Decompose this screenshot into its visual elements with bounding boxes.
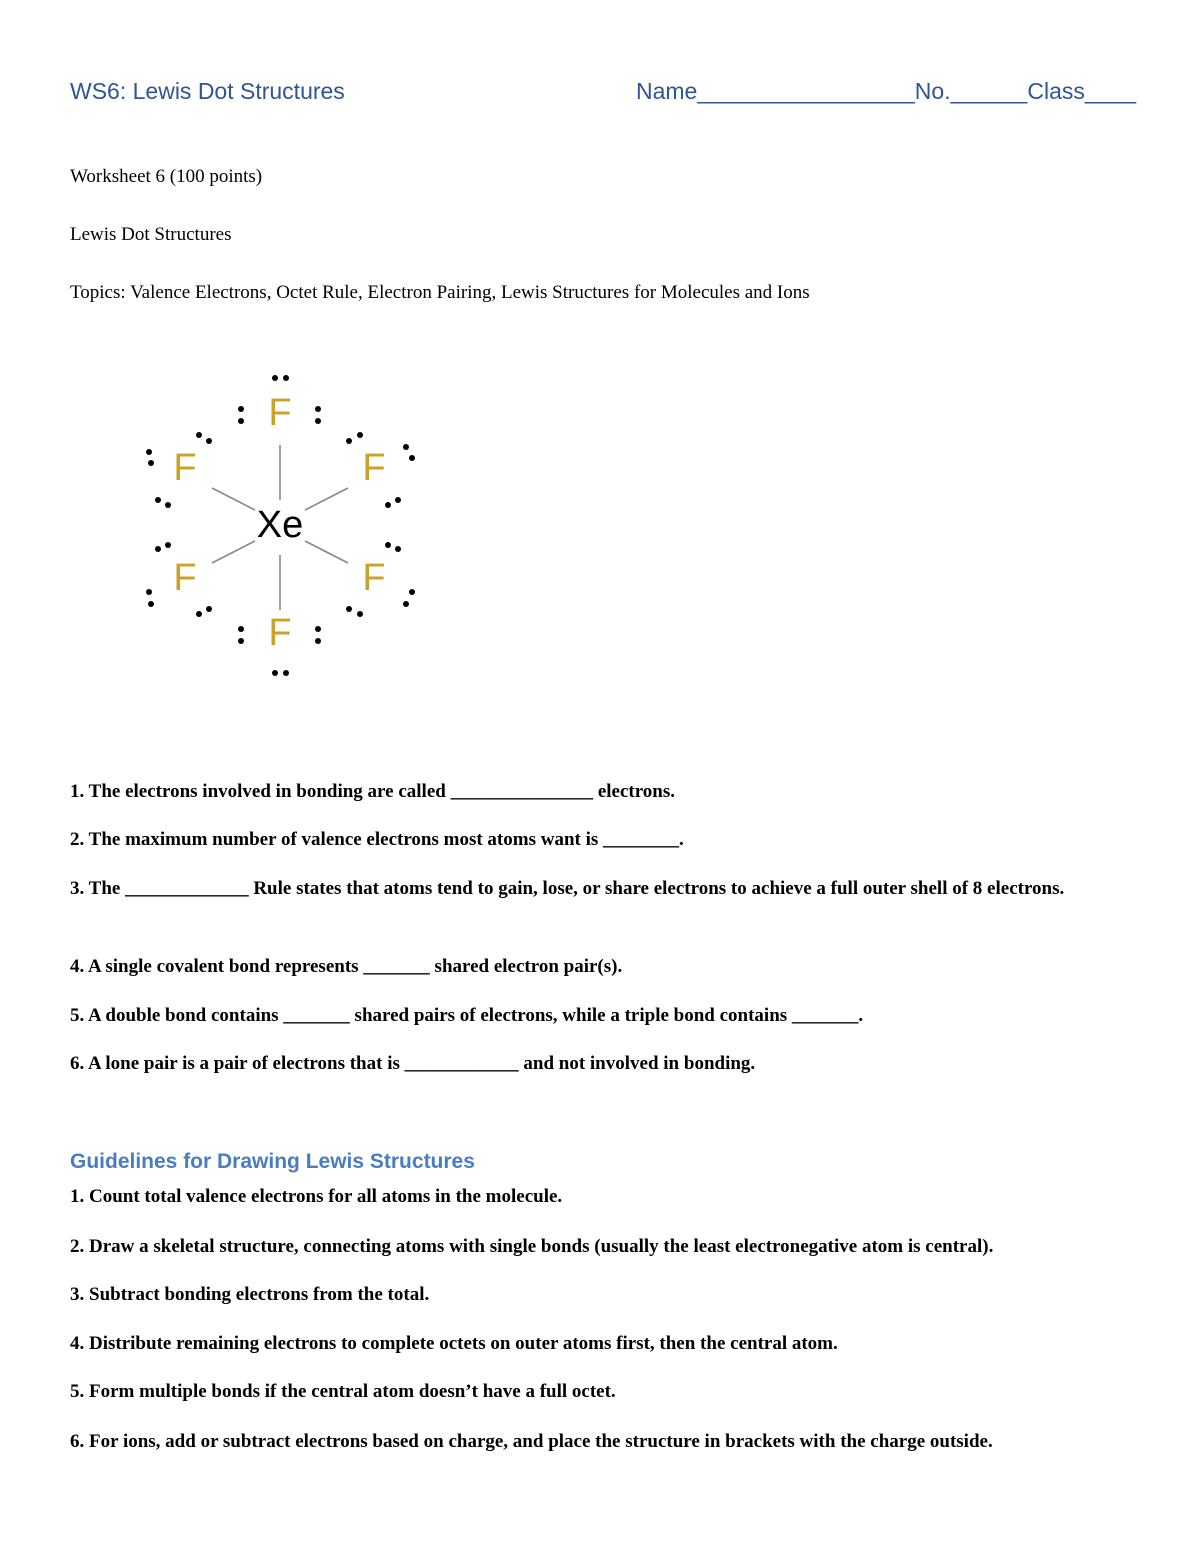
fluorine-lower-left: F bbox=[173, 557, 197, 599]
fluorine-upper-right: F bbox=[362, 447, 386, 489]
name-number-class-fields: Name_________________No.______Class____ bbox=[636, 78, 1137, 104]
worksheet-subtitle: Lewis Dot Structures bbox=[70, 224, 232, 245]
question-4: 4. A single covalent bond represents _______ shared electron pair(s). bbox=[70, 956, 623, 977]
xenon-atom: Xe bbox=[256, 504, 304, 546]
bond-upper-left bbox=[212, 488, 255, 510]
worksheet-title: WS6: Lewis Dot Structures bbox=[70, 78, 345, 104]
xef6-svg bbox=[120, 355, 440, 685]
guidelines-heading: Guidelines for Drawing Lewis Structures bbox=[70, 1150, 475, 1173]
bond-lower-right bbox=[305, 541, 348, 563]
question-6: 6. A lone pair is a pair of electrons that is ____________ and not involved in bonding. bbox=[70, 1053, 756, 1074]
guideline-item: 6. For ions, add or subtract electrons based on charge, and place the structure in brackets with the charge outside. bbox=[70, 1431, 993, 1452]
fluorine-lower-right: F bbox=[362, 557, 386, 599]
guideline-item: 1. Count total valence electrons for all atoms in the molecule. bbox=[70, 1186, 563, 1207]
question-3: 3. The _____________ Rule states that atoms tend to gain, lose, or share electrons to achieve a full outer shell of 8 electrons. bbox=[70, 878, 1065, 899]
bond-upper-right bbox=[305, 488, 348, 510]
worksheet-points: Worksheet 6 (100 points) bbox=[70, 166, 263, 187]
worksheet-topics: Topics: Valence Electrons, Octet Rule, Electron Pairing, Lewis Structures for Molecules and Ions bbox=[70, 282, 810, 303]
guideline-item: 4. Distribute remaining electrons to complete octets on outer atoms first, then the central atom. bbox=[70, 1333, 838, 1354]
question-5: 5. A double bond contains _______ shared pairs of electrons, while a triple bond contains _______. bbox=[70, 1005, 864, 1026]
fluorine-top: F bbox=[268, 392, 292, 434]
question-2: 2. The maximum number of valence electrons most atoms want is ________. bbox=[70, 829, 684, 850]
question-1: 1. The electrons involved in bonding are called _______________ electrons. bbox=[70, 781, 676, 802]
bond-lower-left bbox=[212, 541, 255, 563]
guideline-item: 5. Form multiple bonds if the central atom doesn’t have a full octet. bbox=[70, 1381, 616, 1402]
fluorine-bottom: F bbox=[268, 612, 292, 654]
xef6-lewis-diagram bbox=[120, 355, 440, 690]
guideline-item: 2. Draw a skeletal structure, connecting atoms with single bonds (usually the least electronegative atom is central). bbox=[70, 1236, 994, 1257]
fluorine-upper-left: F bbox=[173, 447, 197, 489]
guideline-item: 3. Subtract bonding electrons from the total. bbox=[70, 1284, 430, 1305]
